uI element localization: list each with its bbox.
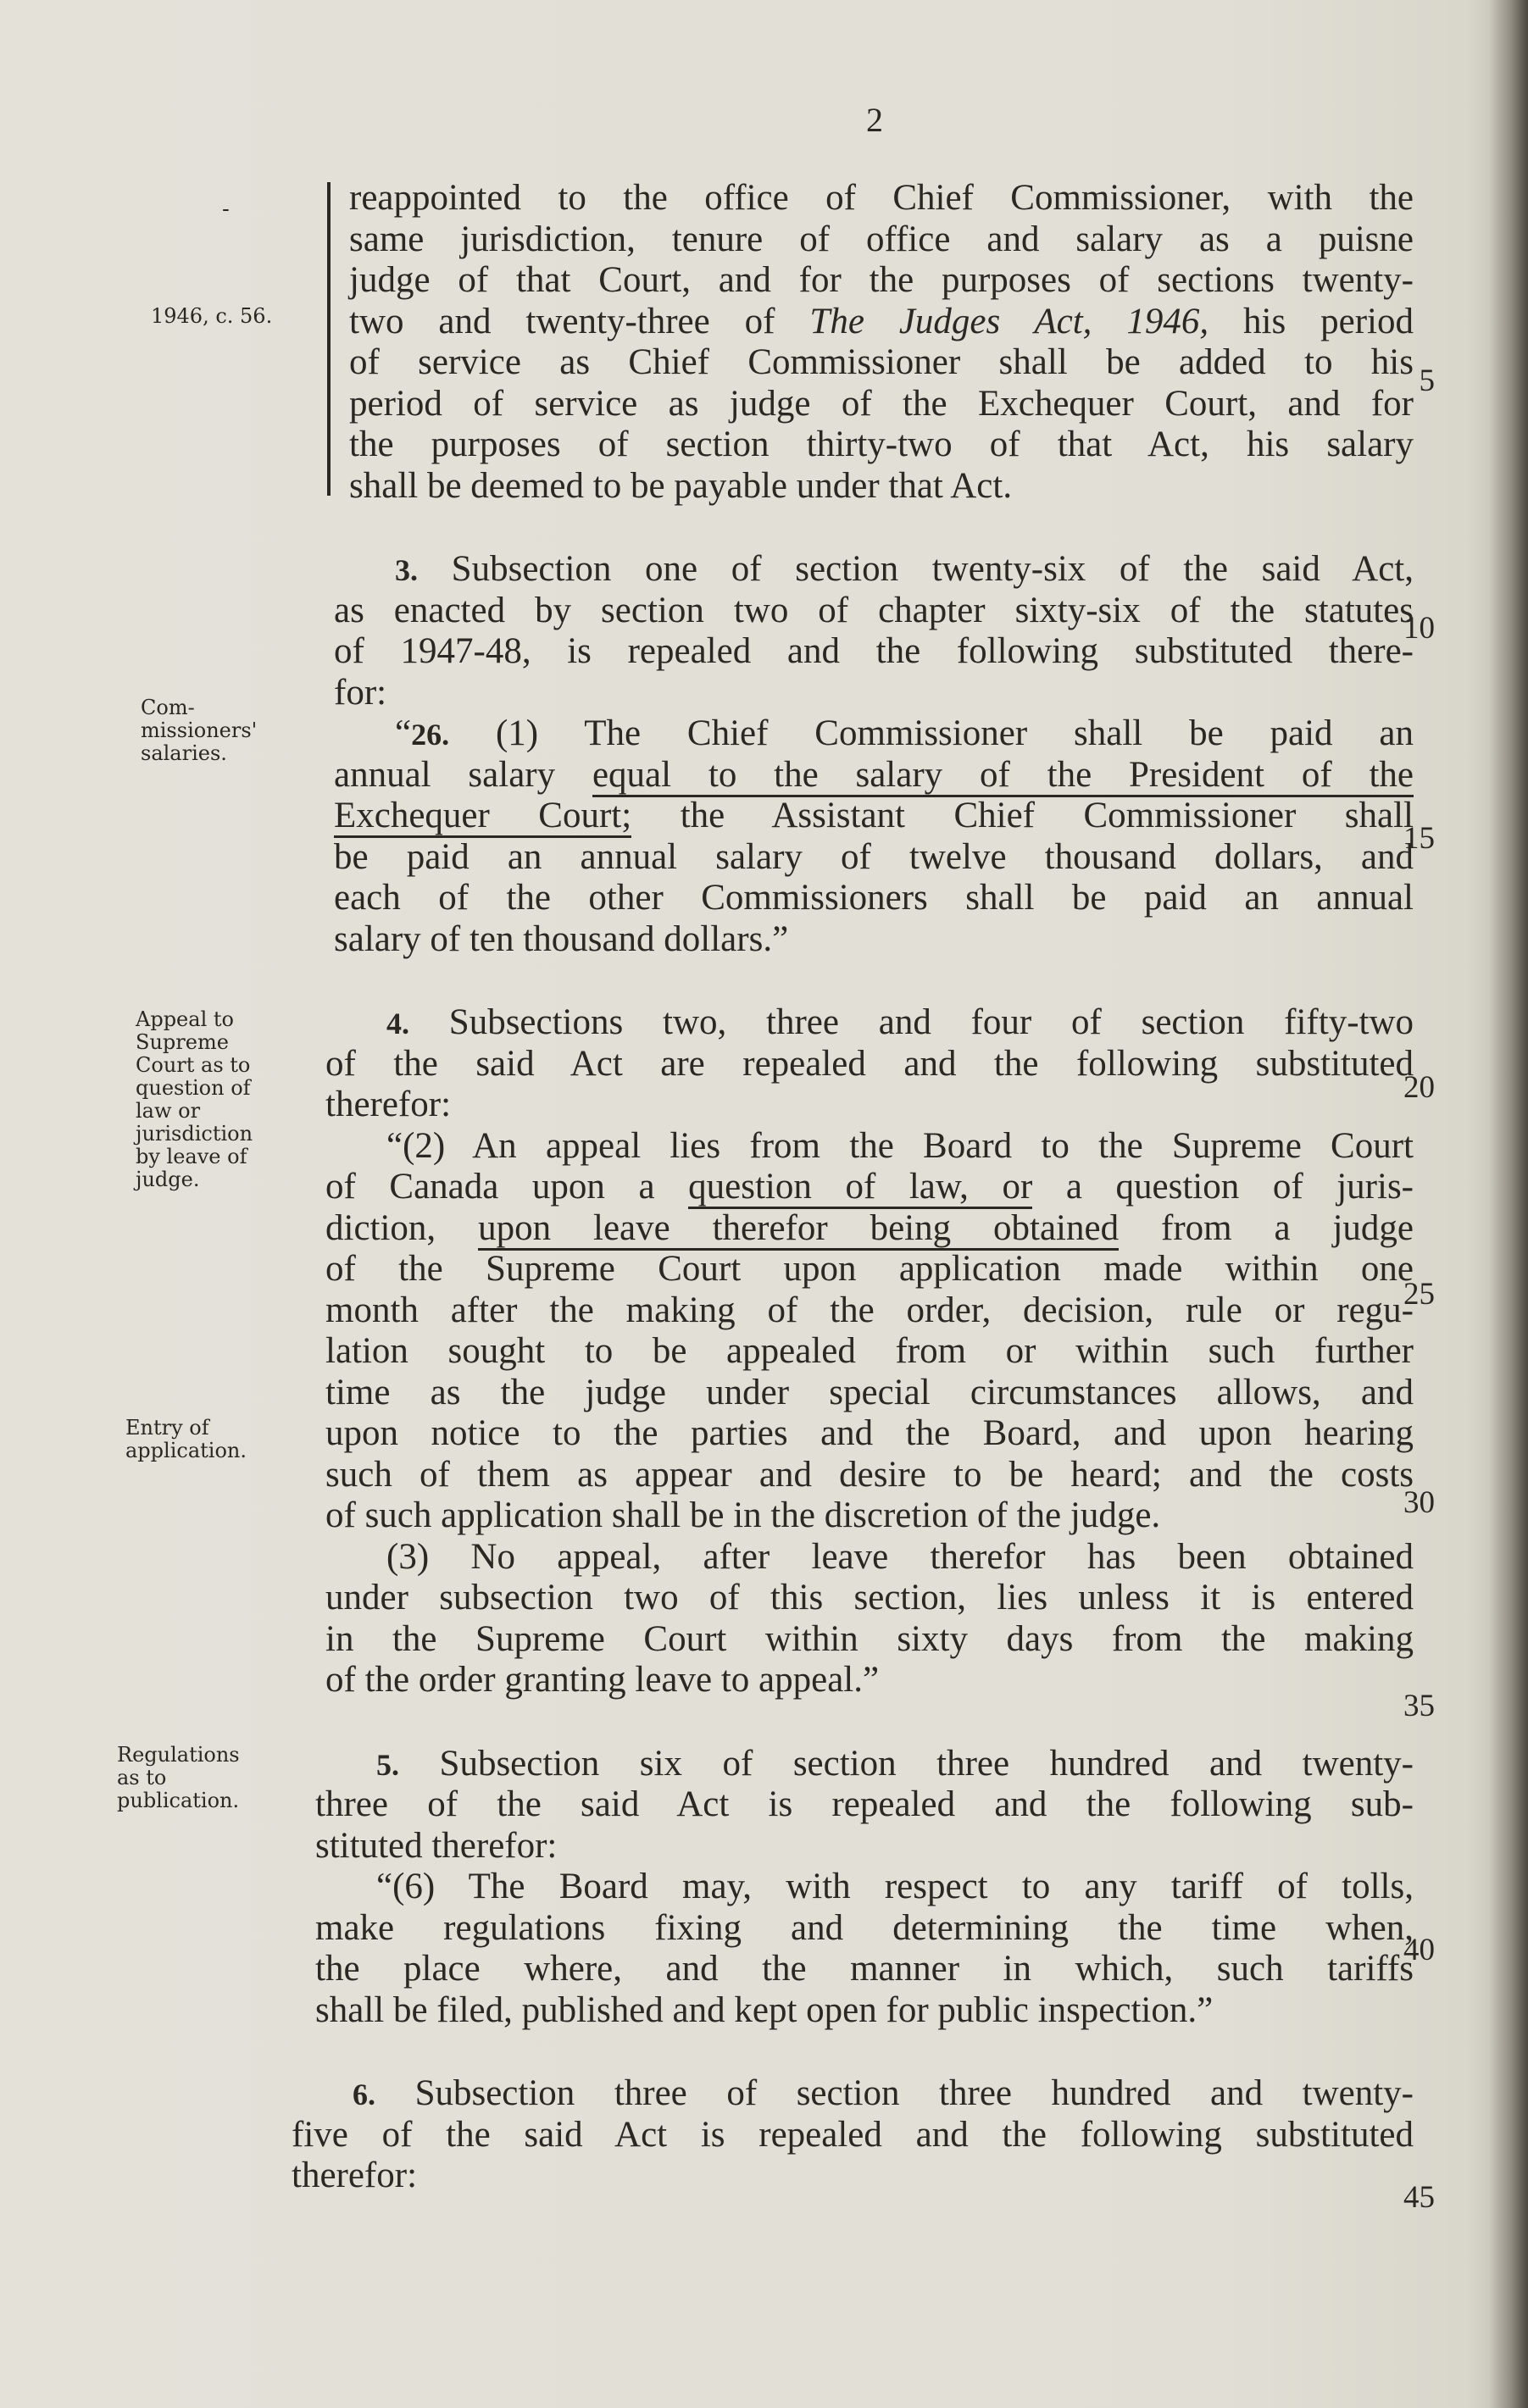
text-line: be paid an annual salary of twelve thousand dollars, and [334,836,1414,877]
text-line [334,549,1414,591]
paragraph-continuation [315,178,1414,507]
text-span: annual salary [334,754,556,795]
underlined-text: upon leave therefor being obtained [478,1208,1119,1251]
text-line: therefor: [325,1085,452,1124]
text-line: “(6) The Board may, with respect to any tariff of tolls, [376,1867,1414,1906]
text-line: therefor: [292,2156,418,2195]
spacer [315,507,1414,549]
text-line [325,1002,1414,1044]
text-line: of 1947-48, is repealed and the following substituted there- [334,631,1414,671]
text-line: under subsection two of this section, lies unless it is entered [325,1578,1414,1617]
margin-note-line: application. [125,1439,247,1462]
text-span: (1) The Chief Commissioner shall be paid an [495,713,1414,753]
section-number: 26. [411,718,450,752]
text-line: the place where, and the manner in which, such tariffs [315,1949,1414,1989]
spacer [315,2031,1414,2073]
text-line: same jurisdiction, tenure of office and salary as a puisne [349,219,1414,259]
section-4 [315,1002,1414,1701]
section-3 [315,549,1414,960]
line-number: 35 [1403,1689,1435,1723]
page-number: 2 [866,101,883,139]
text-span: the Assistant Chief Commissioner shall [680,796,1414,835]
section-5 [315,1744,1414,2032]
text-span: Subsection six of section three hundred and twenty- [439,1743,1414,1784]
text-line: three of the said Act is repealed and the following sub- [315,1784,1414,1824]
text-line: shall be deemed to be payable under that Act. [349,465,1013,506]
text-line [334,755,1414,796]
spacer [315,1701,1414,1744]
line-number: 25 [1403,1277,1435,1312]
margin-note-line: Regulations [117,1743,240,1767]
text-line: of such application shall be in the discretion of the judge. [325,1495,1161,1535]
text-line: upon notice to the parties and the Board, and upon hearing [325,1413,1414,1453]
text-line: time as the judge under special circumstances allows, and [325,1372,1414,1412]
text-line [349,302,1414,343]
margin-note-line: Supreme [136,1030,229,1054]
text-line: of service as Chief Commissioner shall be added to his [349,342,1414,382]
line-number: 10 [1403,611,1435,646]
section-number: 3. [395,553,418,587]
section-number: 6. [353,2078,375,2111]
text-span: diction, [325,1207,436,1248]
text-line [334,796,1414,837]
text-line: as enacted by section two of chapter sixty-six of the statutes [334,590,1414,630]
text-span: a question of juris- [1065,1167,1414,1207]
line-number: 15 [1403,821,1435,856]
margin-note-line: judge. [136,1168,200,1191]
margin-note-regulations [117,1744,278,1812]
margin-note-line: Com- [141,696,195,719]
section-6 [292,2073,1414,2197]
text-span: of Canada upon a [325,1167,655,1207]
text-line: reappointed to the office of Chief Commissioner, with the [349,178,1414,218]
underlined-text: Exchequer Court; [334,796,631,838]
text-span: “ [395,713,412,753]
line-number: 45 [1403,2180,1435,2215]
text-line: (3) No appeal, after leave therefor has been obtained [386,1536,1414,1577]
margin-note-line: by leave of [136,1145,247,1168]
text-line [325,1167,1414,1208]
line-number: 40 [1403,1933,1435,1967]
text-line: of the said Act are repealed and the following substituted [325,1043,1414,1084]
margin-note-line: question of [136,1076,251,1100]
text-line: judge of that Court, and for the purposes of sections twenty- [349,260,1414,300]
line-number: 20 [1403,1070,1435,1105]
text-span: Subsection one of section twenty-six of the said Act, [451,549,1414,589]
margin-note-entry [125,1417,286,1462]
text-line: stituted therefor: [315,1825,558,1866]
text-line: of the order granting leave to appeal.” [325,1660,880,1700]
text-span: Subsection three of section three hundred and twenty- [414,2073,1414,2113]
margin-note-line: missioners' [141,719,258,742]
text-line: shall be filed, published and kept open for public inspection.” [315,1989,1214,2030]
margin-note-line: as to [117,1766,167,1789]
text-line: five of the said Act is repealed and the following substituted [292,2114,1414,2155]
text-line: make regulations fixing and determining the time when, [315,1907,1414,1948]
margin-dash: - [222,197,230,222]
text-line: month after the making of the order, decision, rule or regu- [325,1290,1414,1330]
section-number: 4. [386,1007,409,1040]
text-span: Subsections two, three and four of section fifty-two [448,1002,1414,1042]
text-line: each of the other Commissioners shall be paid an annual [334,878,1414,918]
margin-note-line: Appeal to [136,1007,234,1031]
text-line [334,713,1414,755]
spacer [315,960,1414,1002]
text-line: “(2) An appeal lies from the Board to the Supreme Court [386,1125,1414,1166]
text-span: two and twenty-three of [349,301,775,341]
text-line: period of service as judge of the Exchequer Court, and for [349,383,1414,424]
line-number: 30 [1403,1485,1435,1520]
act-title: The Judges Act, 1946, [809,301,1209,341]
margin-note-line: Court as to [136,1053,251,1077]
underlined-text: equal to the salary of the President of the [592,755,1414,797]
text-line: in the Supreme Court within sixty days from the making [325,1618,1414,1659]
text-span: his period [1243,301,1414,341]
margin-note-appeal [136,1008,297,1191]
text-line [292,2073,1414,2115]
margin-note-line: salaries. [141,741,227,765]
margin-note-line: Entry of [125,1416,209,1440]
text-line: for: [334,672,387,713]
text-line: of the Supreme Court upon application made within one [325,1249,1414,1289]
text-line: such of them as appear and desire to be heard; and the costs [325,1454,1414,1495]
text-line [315,1744,1414,1785]
text-line: lation sought to be appealed from or within such further [325,1331,1414,1371]
margin-note-statute: 1946, c. 56. [151,304,273,328]
margin-note-line: publication. [117,1789,240,1812]
text-line [325,1208,1414,1250]
underlined-text: question of law, or [688,1167,1032,1209]
margin-note-salaries [141,696,302,765]
section-number: 5. [376,1747,399,1782]
body-text [292,178,1414,2197]
text-line: salary of ten thousand dollars.” [334,918,789,959]
margin-note-line: jurisdiction [136,1122,253,1146]
text-span: from a judge [1161,1207,1414,1248]
text-line: the purposes of section thirty-two of that Act, his salary [349,424,1414,464]
line-number: 5 [1419,363,1435,398]
margin-note-line: law or [136,1099,201,1123]
